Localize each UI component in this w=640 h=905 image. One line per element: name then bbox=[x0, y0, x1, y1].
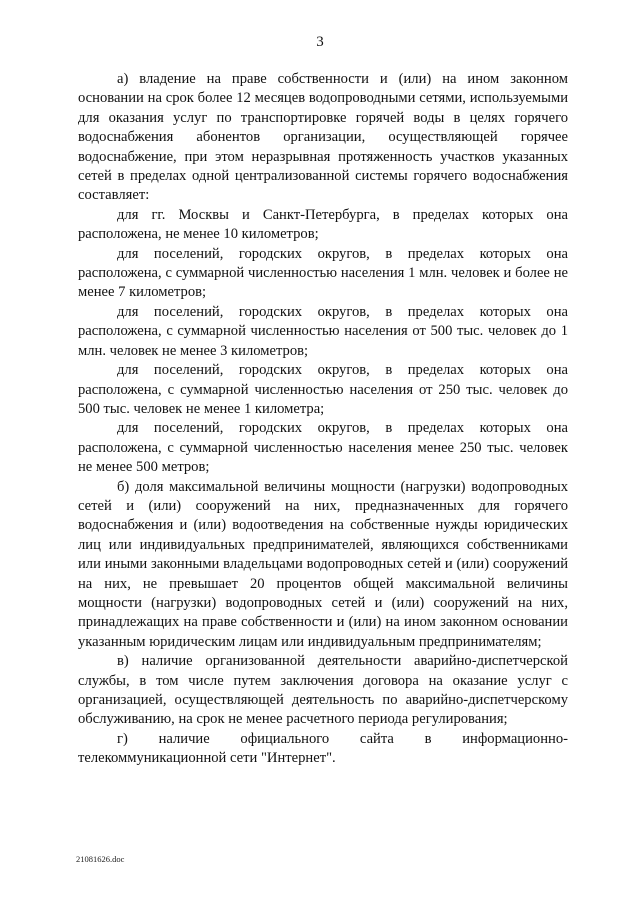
paragraph-population-under-250k: для поселений, городских округов, в пределах которых она расположена, с суммарной численностью населения менее 250 тыс. человек не менее 500 метров; bbox=[78, 420, 568, 476]
document-body bbox=[78, 70, 568, 769]
paragraph-b-capacity-share: б) доля максимальной величины мощности (нагрузки) водопроводных сетей и (или) сооружений на них, предназначенных для горячего водоснабжения и (или) водоотведения на собственные нужды юридических лиц или индивидуальных предпринимателей, являющихся собственниками или иными законными владельцами водопроводных сетей и (или) сооружений на них, не превышает 20 процентов общей максимальной величины мощности (нагрузки) водопроводных сетей и (или) сооружений на них, принадлежащих на праве собственности и (или) на ином законном основании указанным юридическим лицам или индивидуальным предпринимателям; bbox=[78, 478, 568, 650]
paragraph-population-1m: для поселений, городских округов, в пределах которых она расположена, с суммарной численностью населения 1 млн. человек и более не менее 7 километров; bbox=[78, 245, 568, 301]
paragraph-population-500k: для поселений, городских округов, в пределах которых она расположена, с суммарной численностью населения от 500 тыс. человек до 1 млн. человек не менее 3 километров; bbox=[78, 303, 568, 359]
paragraph-moscow-spb: для гг. Москвы и Санкт-Петербурга, в пределах которых она расположена, не менее 10 километров; bbox=[78, 206, 568, 243]
page-number: 3 bbox=[316, 34, 324, 50]
paragraph-population-250k: для поселений, городских округов, в пределах которых она расположена, с суммарной численностью населения от 250 тыс. человек до 500 тыс. человек не менее 1 километра; bbox=[78, 362, 568, 417]
paragraph-g-website: г) наличие официального сайта в информационно-телекоммуникационной сети "Интернет". bbox=[78, 730, 568, 767]
footer-document-code: 21081626.doc bbox=[76, 854, 125, 864]
paragraph-v-emergency-service: в) наличие организованной деятельности аварийно-диспетчерской службы, в том числе путем заключения договора на оказание услуг с организацией, осуществляющей деятельность по аварийно-диспетчерскому обслуживанию, на срок не менее расчетного периода регулирования; bbox=[78, 653, 568, 728]
paragraph-a-ownership: а) владение на праве собственности и (или) на ином законном основании на срок более 12 месяцев водопроводными сетями, используемыми для оказания услуг по транспортировке горячей воды в целях горячего водоснабжения абонентов организации, осуществляющей горячее водоснабжение, при этом неразрывная протяженность участков указанных сетей в пределах одной централизованной системы горячего водоснабжения составляет: bbox=[78, 71, 568, 204]
